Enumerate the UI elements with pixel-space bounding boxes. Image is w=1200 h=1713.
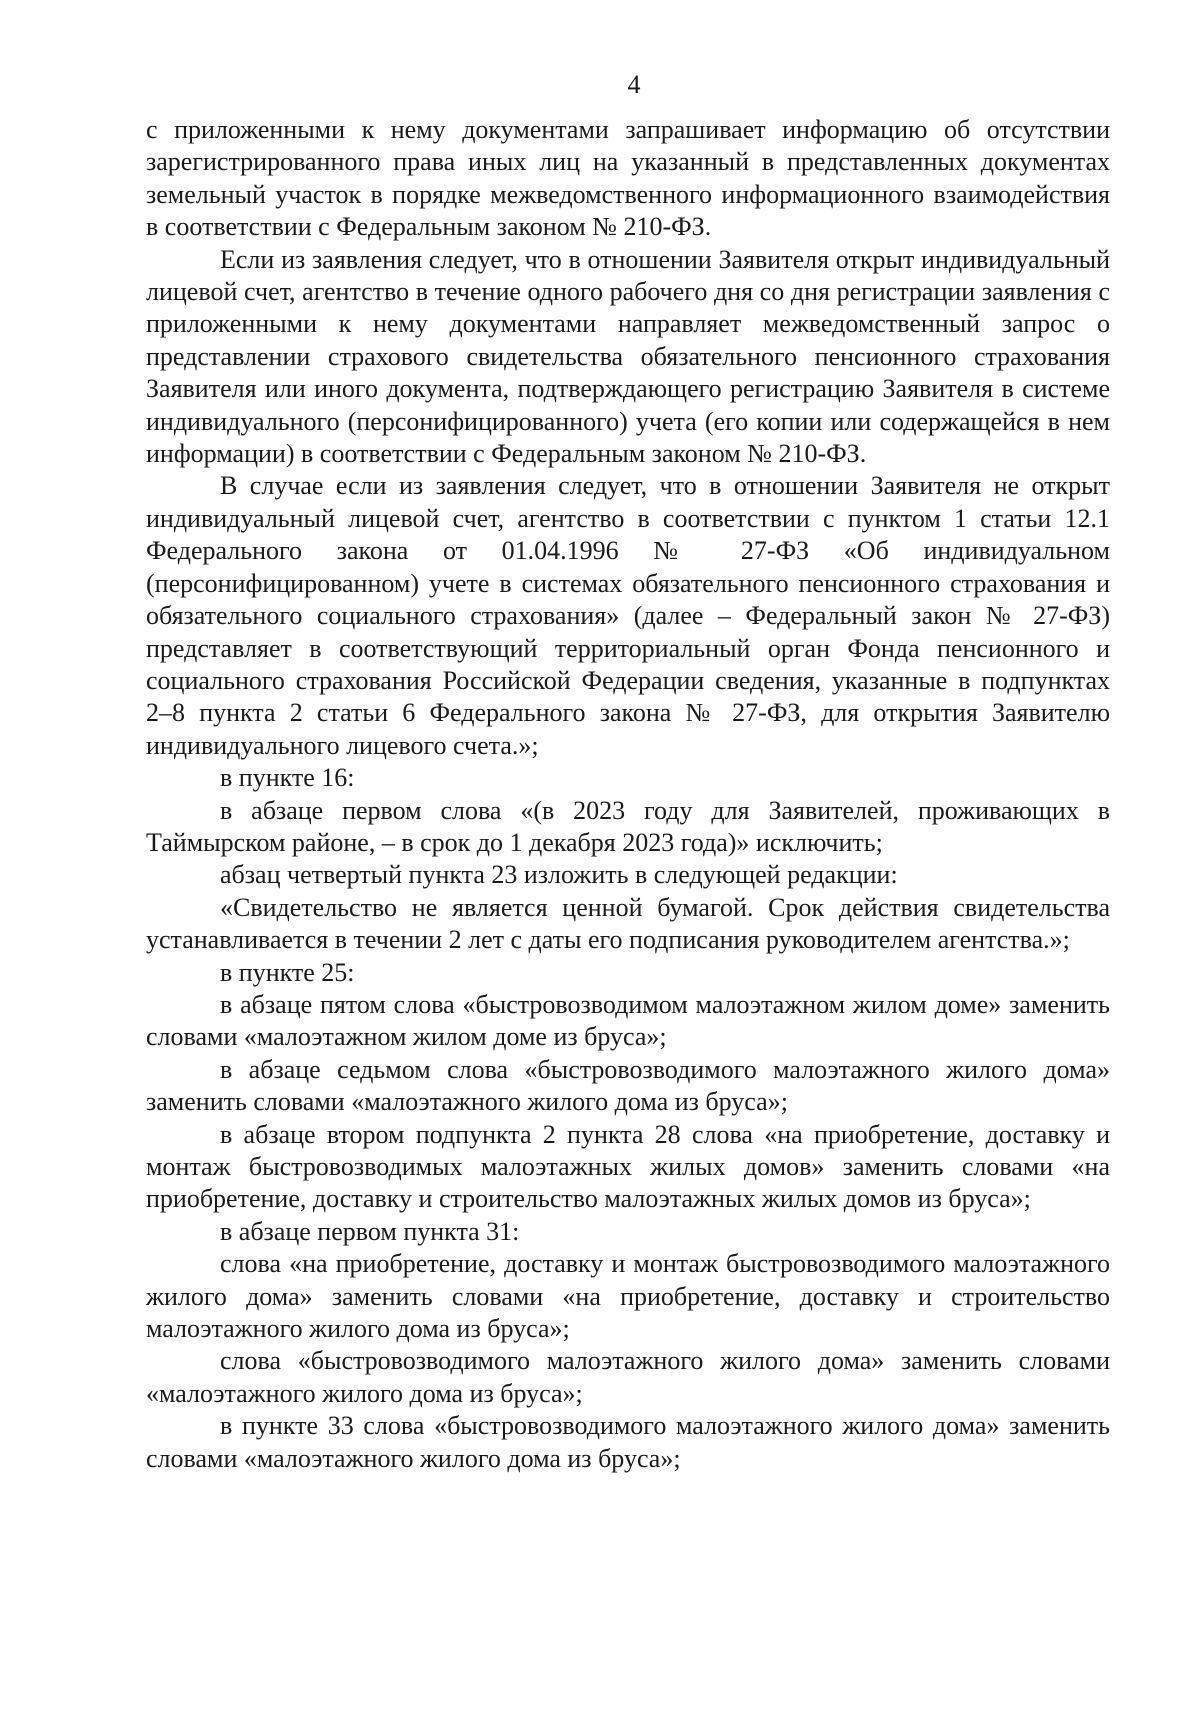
paragraph-continuation: с приложенными к нему документами запрашивает информацию об отсутствии зарегистрированного права иных лиц на указанный в представленных документах земельный участок в порядке межведомственного информационного взаимодействия в соответствии с Федеральным законом № 210-ФЗ. [146,115,1110,242]
paragraph-certificate-validity: «Свидетельство не является ценной бумагой. Срок действия свидетельства устанавливается в течении 2 лет с даты его подписания руководителем агентства.»; [146,892,1110,955]
paragraph-point-31-words-2: слова «быстровозводимого малоэтажного жилого дома» заменить словами «малоэтажного жилого дома из бруса»; [146,1346,1110,1408]
paragraph-point-31-words-1: слова «на приобретение, доставку и монтаж быстровозводимого малоэтажного жилого дома» заменить словами «на приобретение, доставку и строительство малоэтажного жилого дома из бруса»; [146,1249,1110,1344]
document-body [146,114,1110,1475]
paragraph-point-25: в пункте 25: [220,957,355,987]
paragraph-point-23: абзац четвертый пункта 23 изложить в следующей редакции: [220,860,898,890]
paragraph-personal-account-not-open: В случае если из заявления следует, что в отношении Заявителя не открыт индивидуальный лицевой счет, агентство в соответствии с пунктом 1 статьи 12.1 Федерального закона от 01.04.1996 № 27-ФЗ «Об индивидуальном (персонифицированном) учете в системах обязательного пенсионного страхования и обязательного социального страхования» (далее – Федеральный закон № 27-ФЗ) представляет в соответствующий территориальный орган Фонда пенсионного и социального страхования Российской Федерации сведения, указанные в подпунктах 2–8 пункта 2 статьи 6 Федерального закона № 27-ФЗ, для открытия Заявителю индивидуального лицевого счета.»; [146,471,1110,760]
paragraph-personal-account-open: Если из заявления следует, что в отношении Заявителя открыт индивидуальный лицевой счет, агентство в течение одного рабочего дня со дня регистрации заявления с приложенными к нему документами направляет межведомственный запрос о представлении страхового свидетельства обязательного пенсионного страхования Заявителя или иного документа, подтверждающего регистрацию Заявителя в системе индивидуального (персонифицированного) учета (его копии или содержащейся в нем информации) в соответствии с Федеральным законом № 210-ФЗ. [146,244,1110,469]
paragraph-point-25-fifth-abzats: в абзаце пятом слова «быстровозводимом малоэтажном жилом доме» заменить словами «малоэтажном жилом доме из бруса»; [146,989,1110,1052]
paragraph-point-31: в абзаце первом пункта 31: [220,1216,520,1246]
paragraph-point-25-seventh-abzats: в абзаце седьмом слова «быстровозводимого малоэтажного жилого дома» заменить словами «малоэтажного жилого дома из бруса»; [146,1054,1110,1117]
paragraph-point-16: в пункте 16: [220,763,355,793]
paragraph-point-16-first-abzats: в абзаце первом слова «(в 2023 году для Заявителей, проживающих в Таймырском районе, – в срок до 1 декабря 2023 года)» исключить; [146,795,1110,857]
page-number: 4 [627,70,641,99]
paragraph-point-28: в абзаце втором подпункта 2 пункта 28 слова «на приобретение, доставку и монтаж быстровозводимых малоэтажных жилых домов» заменить словами «на приобретение, доставку и строительство малоэтажных жилых домов из бруса»; [146,1119,1110,1214]
paragraph-point-33: в пункте 33 слова «быстровозводимого малоэтажного жилого дома» заменить словами «малоэтажного жилого дома из бруса»; [146,1411,1110,1473]
